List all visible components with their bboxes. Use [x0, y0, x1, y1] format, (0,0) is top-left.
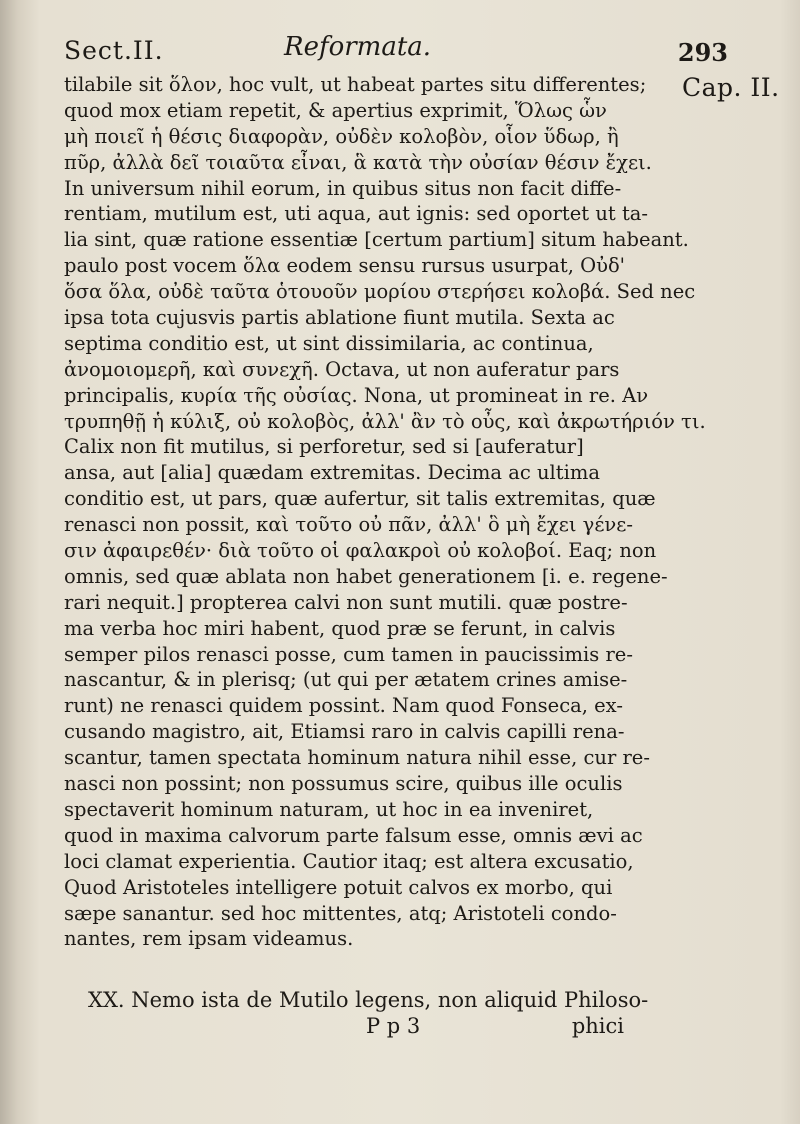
text-line: σιν ἀφαιρεθέν· διὰ τοῦτο οἱ φαλακροὶ οὐ κολοβοί. Eaq; non [64, 539, 657, 563]
running-title: Reformata. [284, 32, 432, 62]
text-line: renasci non possit, καὶ τοῦτο οὐ πᾶν, ἀλλ' ὃ μὴ ἔχει γένε- [64, 513, 633, 537]
text-line: quod in maxima calvorum parte falsum esse, omnis ævi ac [64, 823, 643, 847]
text-line: paulo post vocem ὅλα eodem sensu rursus usurpat, Οὐδ' [64, 254, 626, 278]
text-line: nantes, rem ipsam videamus. [64, 927, 354, 951]
text-line: ipsa tota cujusvis partis ablatione fiunt mutila. Sexta ac [64, 306, 615, 330]
text-line: rari nequit.] propterea calvi non sunt mutili. quæ postre- [64, 590, 628, 614]
text-line: semper pilos renasci posse, cum tamen in paucissimis re- [64, 642, 633, 666]
text-line: sæpe sanantur. sed hoc mittentes, atq; Aristoteli condo- [64, 901, 617, 925]
text-line: nasci non possint; non possumus scire, quibus ille oculis [64, 772, 623, 796]
text-line: septima conditio est, ut sint dissimilaria, ac continua, [64, 331, 594, 355]
text-line: tilabile sit ὅλον, hoc vult, ut habeat partes situ differentes; [64, 73, 647, 96]
text-line: Quod Aristoteles intelligere potuit calvos ex morbo, qui [64, 875, 613, 899]
text-line: runt) ne renasci quidem possint. Nam quod Fonseca, ex- [64, 694, 623, 718]
catchword: phici [571, 1014, 624, 1038]
margin-chapter-note: Cap. II. [682, 73, 780, 102]
running-header [64, 30, 728, 70]
body-text [64, 72, 706, 952]
text-line: lia sint, quæ ratione essentiæ [certum partium] situm habeant. [64, 228, 689, 252]
text-line: ma verba hoc miri habent, quod præ se ferunt, in calvis [64, 616, 616, 640]
text-line: principalis, κυρία τῆς οὐσίας. Nona, ut promineat in re. Αν [64, 383, 649, 407]
section-label: Sect.II. [64, 36, 164, 65]
text-line: τρυπηθῇ ἡ κύλιξ, οὐ κολοβὸς, ἀλλ' ἂν τὸ οὖς, καὶ ἀκρωτήριόν τι. [64, 409, 706, 433]
page-number: 293 [677, 38, 728, 67]
text-line: In universum nihil eorum, in quibus situs non facit diffe- [64, 176, 622, 200]
text-line: πῦρ, ἀλλὰ δεῖ τοιαῦτα εἶναι, ἃ κατὰ τὴν οὐσίαν θέσιν ἔχει. [64, 150, 652, 174]
section-heading: XX. Nemo ista de Mutilo legens, non aliquid Philoso- [88, 988, 649, 1012]
text-line: nascantur, & in plerisq; (ut qui per ætatem crines amise- [64, 668, 628, 692]
text-line: scantur, tamen spectata hominum natura nihil esse, cur re- [64, 746, 650, 770]
text-line: Calix non fit mutilus, si perforetur, sed si [auferatur] [64, 435, 584, 459]
text-line: omnis, sed quæ ablata non habet generationem [i. e. regene- [64, 564, 668, 588]
text-line: ἀνομοιομερῆ, καὶ συνεχῆ. Octava, ut non auferatur pars [64, 357, 620, 381]
text-line: loci clamat experientia. Cautior itaq; est altera excusatio, [64, 849, 634, 873]
text-line: quod mox etiam repetit, & apertius exprimit, Ὅλως ὧν [64, 98, 607, 122]
text-line: ansa, aut [alia] quædam extremitas. Decima ac ultima [64, 461, 600, 485]
text-line: spectaverit hominum naturam, ut hoc in ea inveniret, [64, 797, 594, 821]
text-line: rentiam, mutilum est, uti aqua, aut ignis: sed oportet ut ta- [64, 202, 648, 226]
text-line: conditio est, ut pars, quæ aufertur, sit talis extremitas, quæ [64, 487, 656, 511]
signature-mark: P p 3 [366, 1014, 421, 1038]
text-line: cusando magistro, ait, Etiamsi raro in calvis capilli rena- [64, 720, 625, 744]
text-line: μὴ ποιεῖ ἡ θέσις διαφορὰν, οὐδὲν κολοβὸν, οἷον ὕδωρ, ἢ [64, 124, 619, 148]
page-footer [64, 1014, 624, 1044]
text-line: ὅσα ὅλα, οὐδὲ ταῦτα ὁτουοῦν μορίου στερήσει κολοβά. Sed nec [64, 280, 696, 304]
